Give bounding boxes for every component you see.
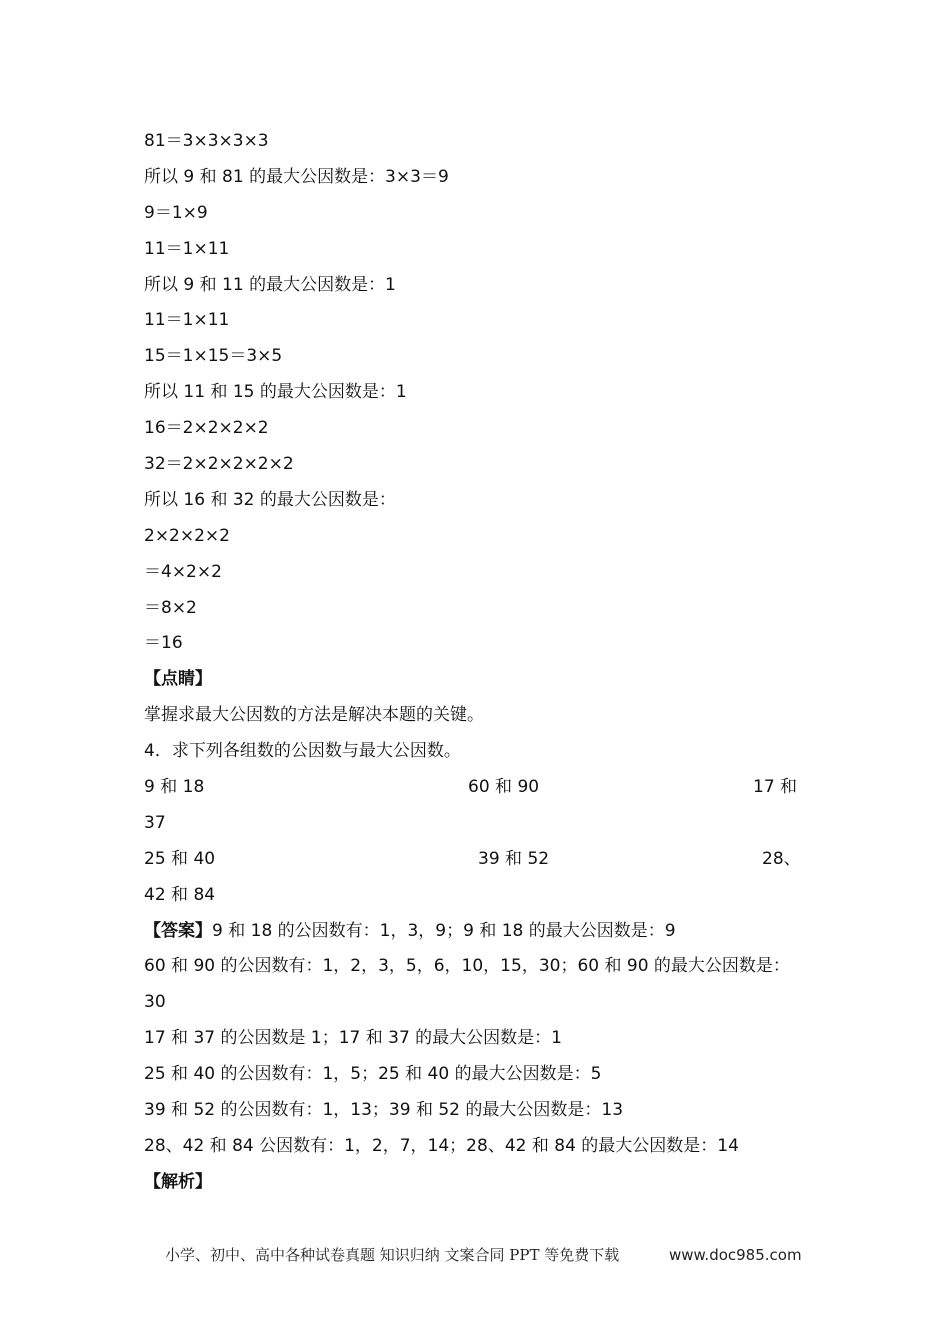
text-line: ＝4×2×2 <box>144 561 222 582</box>
dianjing-text: 掌握求最大公因数的方法是解决本题的关键。 <box>144 705 484 726</box>
text-line: 所以 9 和 81 的最大公因数是：3×3＝9 <box>144 166 449 187</box>
question-item: 60 和 90 <box>468 777 540 798</box>
answer-line: 25 和 40 的公因数有：1，5；25 和 40 的最大公因数是：5 <box>144 1064 602 1085</box>
question-item: 17 和 <box>753 777 798 798</box>
question-item: 25 和 40 <box>144 848 216 869</box>
answer-line: 17 和 37 的公因数是 1；17 和 37 的最大公因数是：1 <box>144 1028 562 1049</box>
text-line: 所以 9 和 11 的最大公因数是：1 <box>144 274 396 295</box>
question-item: 39 和 52 <box>478 848 550 869</box>
footer-text: 小学、初中、高中各种试卷真题 知识归纳 文案合同 PPT 等免费下载 <box>165 1246 620 1264</box>
text-line: 所以 16 和 32 的最大公因数是： <box>144 489 396 510</box>
question-row-continued: 37 <box>144 812 166 833</box>
answer-line: 60 和 90 的公因数有：1，2，3，5，6，10，15，30；60 和 90 的最大公因数是： <box>144 956 790 977</box>
text-line: 32＝2×2×2×2×2 <box>144 454 294 475</box>
text-line: 11＝1×11 <box>144 238 230 259</box>
dianjing-heading: 【点睛】 <box>144 669 212 690</box>
answer-line: 28、42 和 84 公因数有：1，2，7，14；28、42 和 84 的最大公因数是：14 <box>144 1135 739 1156</box>
answer-line: 39 和 52 的公因数有：1，13；39 和 52 的最大公因数是：13 <box>144 1100 624 1121</box>
question-title: 4．求下列各组数的公因数与最大公因数。 <box>144 741 461 762</box>
question-row-continued: 42 和 84 <box>144 884 216 905</box>
question-row <box>144 770 804 806</box>
text-line: 2×2×2×2 <box>144 525 230 546</box>
footer-link[interactable]: www.doc985.com <box>669 1246 802 1264</box>
text-line: 16＝2×2×2×2 <box>144 418 269 439</box>
question-row <box>144 842 804 878</box>
text-line: 9＝1×9 <box>144 202 208 223</box>
text-line: ＝8×2 <box>144 597 197 618</box>
text-line: 11＝1×11 <box>144 310 230 331</box>
text-line: 所以 11 和 15 的最大公因数是：1 <box>144 382 407 403</box>
answer-text: 9 和 18 的公因数有：1，3，9；9 和 18 的最大公因数是：9 <box>212 920 676 941</box>
question-item: 28、 <box>762 848 801 869</box>
document-body <box>144 124 804 1201</box>
text-line: ＝16 <box>144 633 183 654</box>
text-line: 15＝1×15＝3×5 <box>144 346 283 367</box>
text-line: 81＝3×3×3×3 <box>144 131 269 151</box>
analysis-heading: 【解析】 <box>144 1171 212 1192</box>
answer-heading: 【答案】 <box>144 920 212 941</box>
answer-line <box>144 914 804 950</box>
page-footer <box>0 1240 950 1270</box>
question-item: 9 和 18 <box>144 777 205 798</box>
answer-line: 30 <box>144 992 166 1013</box>
